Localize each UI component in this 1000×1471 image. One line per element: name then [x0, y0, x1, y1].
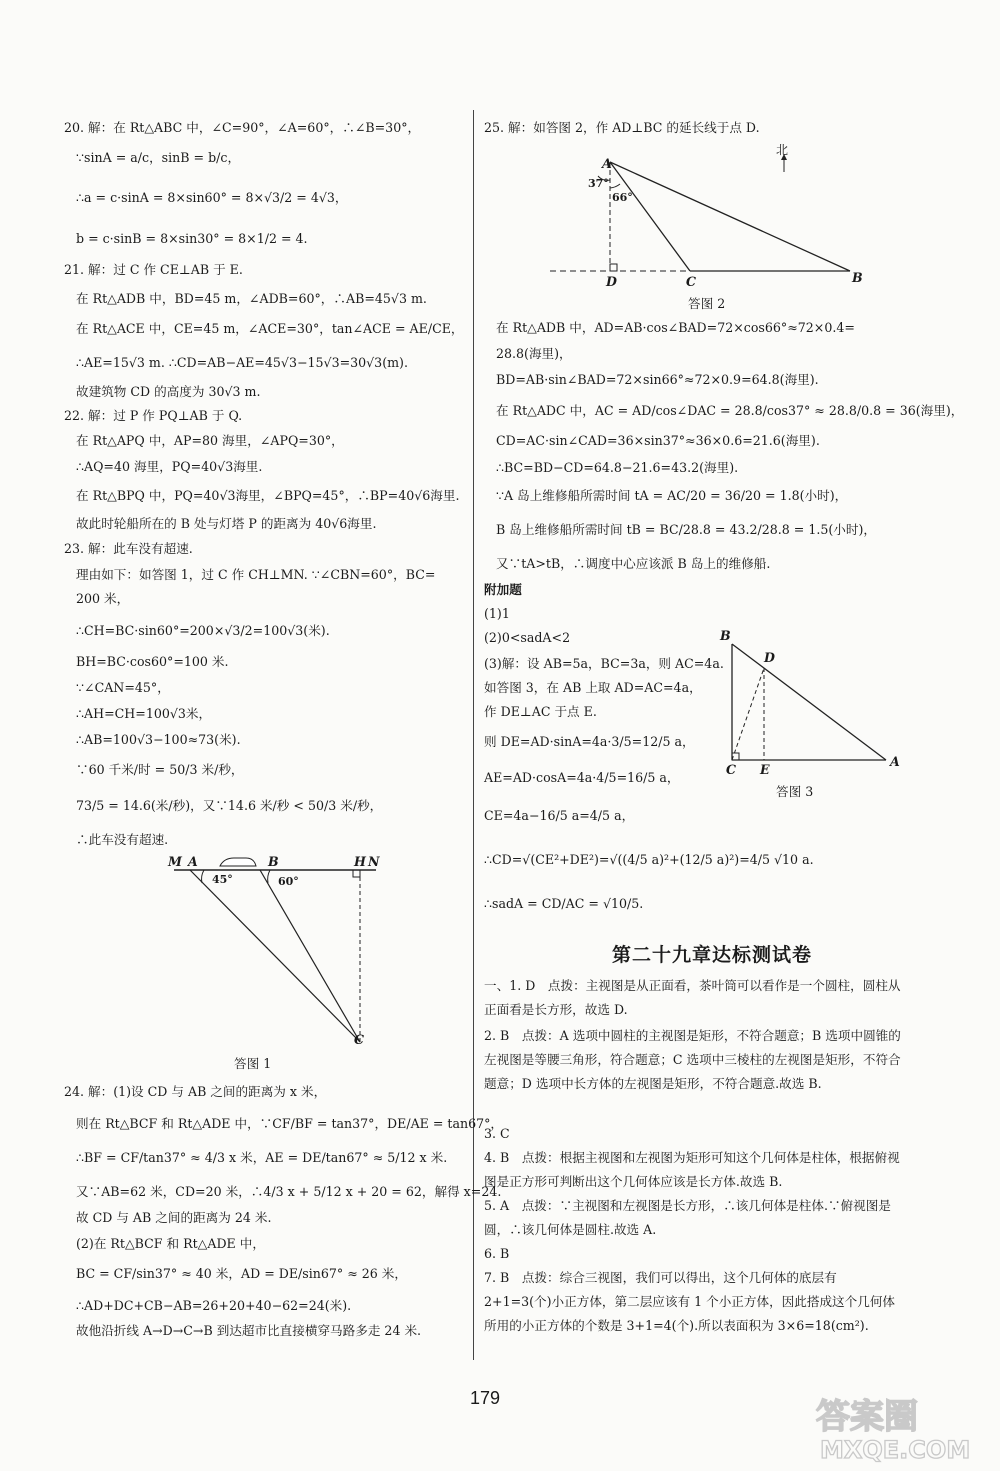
line: CD=AC·sin∠CAD=36×sin37°≈36×0.6=21.6(海里).	[496, 433, 820, 448]
answer-4: 4. B 点拨：根据主视图和左视图为矩形可知这个几何体是柱体，根据俯视图是正方形可判断出这个几何体应该是长方体.故选 B.	[484, 1150, 900, 1189]
section-title: 第二十九章达标测试卷	[611, 944, 812, 966]
line: 作 DE⊥AC 于点 E.	[484, 704, 597, 719]
line: ∴AH=CH=100√3米，	[76, 706, 212, 721]
answer-2: 2. B 点拨：A 选项中圆柱的主视图是矩形，不符合题意；B 选项中圆锥的左视图是等腰三角形，符合题意；C 选项中三棱柱的左视图是矩形，不符合题意；D 选项中长方体的左视图是矩形，不符合题意.故选 B.	[484, 1028, 901, 1091]
line: 理由如下：如答图 1，过 C 作 CH⊥MN. ∵∠CBN=60°，BC=	[76, 567, 436, 582]
line: ∵sinA = a/c，sinB = b/c，	[76, 150, 241, 165]
line: 22. 解：过 P 作 PQ⊥AB 于 Q.	[64, 408, 243, 423]
line: 故建筑物 CD 的高度为 30√3 m.	[76, 384, 261, 399]
answer-3: 3. C	[484, 1126, 510, 1141]
line: ∴AD+DC+CB−AB=26+20+40−62=24(米).	[76, 1298, 352, 1313]
line: ∵∠CAN=45°，	[76, 680, 170, 695]
line: 在 Rt△ADB 中，BD=45 m，∠ADB=60°，∴AB=45√3 m.	[76, 291, 427, 306]
line: BC = CF/sin37° ≈ 40 米，AD = DE/sin67° ≈ 26 米，	[76, 1266, 407, 1281]
line: ∴AB=100√3−100≈73(米).	[76, 732, 241, 747]
line: 73/5 = 14.6(米/秒)，又∵14.6 米/秒 < 50/3 米/秒，	[76, 798, 383, 813]
line: CE=4a−16/5 a=4/5 a，	[484, 808, 635, 823]
fig2-label: A	[602, 156, 612, 171]
fig2-label: D	[606, 274, 617, 289]
line: BH=BC·cos60°=100 米.	[76, 654, 229, 669]
fig1-label: H	[354, 854, 366, 869]
line: 则在 Rt△BCF 和 Rt△ADE 中，∵CF/BF = tan37°，DE/AE = tan67°，	[76, 1116, 504, 1131]
svg-text:MXQE.COM: MXQE.COM	[820, 1436, 971, 1464]
fig3-label: D	[764, 650, 775, 665]
line: ∵60 千米/时 = 50/3 米/秒，	[76, 762, 244, 777]
fig1-label: B	[268, 854, 279, 869]
line: 25. 解：如答图 2，作 AD⊥BC 的延长线于点 D.	[484, 120, 760, 135]
fig2-angle: 66°	[612, 191, 633, 204]
line: 则 DE=AD·sinA=4a·3/5=12/5 a，	[484, 734, 695, 749]
line: 又∵AB=62 米，CD=20 米，∴4/3 x + 5/12 x + 20 = 62，解得 x=24.	[76, 1184, 502, 1199]
line: ∴CH=BC·sin60°=200×√3/2=100√3(米).	[76, 623, 330, 638]
fig1-label: A	[188, 854, 198, 869]
column-divider	[473, 110, 474, 1360]
line: 故他沿折线 A→D→C→B 到达超市比直接横穿马路多走 24 米.	[76, 1323, 422, 1338]
line: AE=AD·cosA=4a·4/5=16/5 a，	[484, 770, 680, 785]
figure-2	[540, 143, 870, 286]
fig1-label: M	[168, 854, 182, 869]
answer-6: 6. B	[484, 1246, 510, 1261]
fig3-label: A	[890, 754, 900, 769]
line: 24. 解：(1)设 CD 与 AB 之间的距离为 x 米，	[64, 1084, 327, 1099]
line: 在 Rt△ADC 中，AC = AD/cos∠DAC = 28.8/cos37° ≈ 28.8/0.8 = 36(海里)，	[496, 403, 964, 418]
line: (2)0<sadA<2	[484, 630, 571, 645]
line: (1)1	[484, 606, 510, 621]
line: ∴sadA = CD/AC = √10/5.	[484, 896, 644, 911]
line: ∴a = c·sinA = 8×sin60° = 8×√3/2 = 4√3，	[76, 190, 348, 205]
line: 21. 解：过 C 作 CE⊥AB 于 E.	[64, 262, 243, 277]
fig3-label: E	[760, 762, 770, 777]
extra-heading: 附加题	[484, 582, 522, 597]
line: ∴AQ=40 海里，PQ=40√3海里.	[76, 459, 263, 474]
fig1-label: C	[354, 1032, 365, 1047]
fig3-label: C	[726, 762, 737, 777]
line: 在 Rt△ACE 中，CE=45 m，∠ACE=30°，tan∠ACE = AE/CE，	[76, 321, 464, 336]
watermark-text: 答案圈	[816, 1397, 918, 1437]
line: 故 CD 与 AB 之间的距离为 24 米.	[76, 1210, 272, 1225]
fig1-caption: 答图 1	[234, 1056, 272, 1071]
figure-3	[724, 638, 894, 768]
answer-7: 7. B 点拨：综合三视图，我们可以得出，这个几何体的底层有 2+1=3(个)小正方体，第二层应该有 1 个小正方体，因此搭成这个几何体所用的小正方体的个数是 3+1=4(个).所以表面积为 3×6=18(cm²).	[484, 1270, 896, 1333]
fig1-angle: 60°	[278, 875, 299, 888]
line: ∴BC=BD−CD=64.8−21.6=43.2(海里).	[496, 460, 739, 475]
line: (3)解：设 AB=5a，BC=3a，则 AC=4a.	[484, 656, 724, 671]
line: ∵A 岛上维修船所需时间 tA = AC/20 = 36/20 = 1.8(小时)，	[496, 488, 848, 503]
line: ∴此车没有超速.	[76, 832, 169, 847]
fig2-label: C	[686, 274, 697, 289]
line: BD=AB·sin∠BAD=72×sin66°≈72×0.9=64.8(海里).	[496, 372, 819, 387]
line: b = c·sinB = 8×sin30° = 8×1/2 = 4.	[76, 231, 308, 246]
fig1-label: N	[368, 854, 380, 869]
line: ∴BF = CF/tan37° ≈ 4/3 x 米，AE = DE/tan67° ≈ 5/12 x 米.	[76, 1150, 448, 1165]
line: B 岛上维修船所需时间 tB = BC/28.8 = 43.2/28.8 = 1.5(小时)，	[496, 522, 876, 537]
line: 如答图 3，在 AB 上取 AD=AC=4a，	[484, 680, 702, 695]
line: 故此时轮船所在的 B 处与灯塔 P 的距离为 40√6海里.	[76, 516, 377, 531]
fig2-label: B	[852, 270, 863, 285]
answer-5: 5. A 点拨：∵主视图和左视图是长方形，∴该几何体是柱体.∵俯视图是圆，∴该几何体是圆柱.故选 A.	[484, 1198, 891, 1237]
line: (2)在 Rt△BCF 和 Rt△ADE 中，	[76, 1236, 265, 1251]
line: 20. 解：在 Rt△ABC 中，∠C=90°，∠A=60°，∴∠B=30°，	[64, 120, 421, 135]
line: 200 米，	[76, 591, 130, 606]
line: 又∵tA>tB，∴调度中心应该派 B 岛上的维修船.	[496, 556, 771, 571]
line: 在 Rt△ADB 中，AD=AB·cos∠BAD=72×cos66°≈72×0.4=	[496, 320, 855, 335]
fig3-label: B	[720, 628, 731, 643]
fig1-angle: 45°	[212, 873, 233, 886]
fig3-caption: 答图 3	[776, 784, 814, 799]
fig2-caption: 答图 2	[688, 296, 726, 311]
page-number: 179	[470, 1388, 501, 1408]
answer-1: 一、1. D 点拨：主视图是从正面看，茶叶筒可以看作是一个圆柱，圆柱从正面看是长方形，故选 D.	[484, 978, 901, 1017]
line: 在 Rt△BPQ 中，PQ=40√3海里，∠BPQ=45°，∴BP=40√6海里.	[76, 488, 460, 503]
north-label: 北	[776, 143, 789, 157]
line: ∴AE=15√3 m. ∴CD=AB−AE=45√3−15√3=30√3(m).	[76, 355, 408, 370]
watermark-logo	[806, 1386, 986, 1464]
line: 28.8(海里)，	[496, 346, 572, 361]
line: 23. 解：此车没有超速.	[64, 541, 193, 556]
line: 在 Rt△APQ 中，AP=80 海里，∠APQ=30°，	[76, 433, 344, 448]
line: ∴CD=√(CE²+DE²)=√((4/5 a)²+(12/5 a)²)=4/5 √10 a.	[484, 852, 814, 867]
fig2-angle: 37°	[588, 177, 609, 190]
